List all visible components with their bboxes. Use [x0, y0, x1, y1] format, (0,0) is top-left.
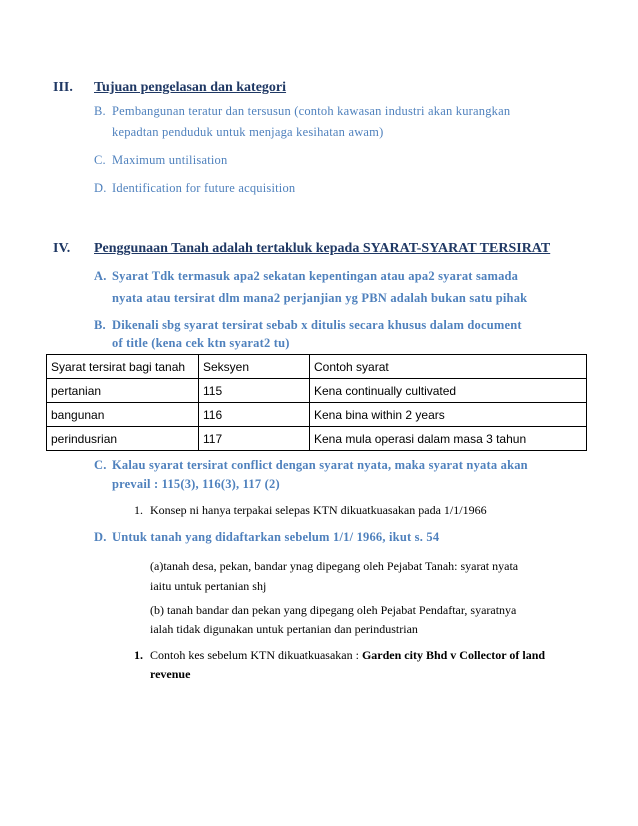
table-cell: Kena continually cultivated [310, 379, 587, 403]
section-numeral-4: IV. [53, 241, 71, 256]
item-d-b-line2: ialah tidak digunakan untuk pertanian dan perindustrian [150, 622, 418, 636]
item-text-b-line1: Pembangunan teratur dan tersusun (contoh kawasan industri akan kurangkan [112, 104, 511, 118]
item-text-d: Identification for future acquisition [112, 181, 296, 195]
item-d-b-line1: (b) tanah bandar dan pekan yang dipegang oleh Pejabat Pendaftar, syaratnya [150, 603, 517, 617]
item-text-c: Maximum untilisation [112, 153, 228, 167]
item-letter-d2: D. [94, 530, 107, 544]
item-letter-a: A. [94, 269, 107, 283]
item-letter-b2: B. [94, 318, 106, 332]
section-title-3: Tujuan pengelasan dan kategori [94, 80, 287, 95]
table-cell: 117 [199, 427, 310, 451]
item-d-case-prefix: Contoh kes sebelum KTN dikuatkuasakan : [150, 648, 362, 662]
item-c-line2: prevail : 115(3), 116(3), 117 (2) [112, 477, 280, 491]
table-cell: 116 [199, 403, 310, 427]
item-a-line2: nyata atau tersirat dlm mana2 perjanjian yg PBN adalah bukan satu pihak [112, 291, 528, 305]
table-cell: pertanian [47, 379, 199, 403]
item-c-sub-text: Konsep ni hanya terpakai selepas KTN dikuatkuasakan pada 1/1/1966 [150, 503, 487, 517]
item-c-sub-num: 1. [134, 503, 143, 517]
item-b-line1: Dikenali sbg syarat tersirat sebab x ditulis secara khusus dalam document [112, 318, 522, 332]
item-d-a-line2: iaitu untuk pertanian shj [150, 579, 267, 593]
table-cell: perindusrian [47, 427, 199, 451]
item-b-line2: of title (kena cek ktn syarat2 tu) [112, 336, 290, 350]
section-numeral-3: III. [53, 80, 73, 95]
table-row [47, 379, 587, 403]
item-d-a-line1: (a)tanah desa, pekan, bandar ynag dipegang oleh Pejabat Tanah: syarat nyata [150, 559, 519, 573]
section-title-4: Penggunaan Tanah adalah tertakluk kepada SYARAT-SYARAT TERSIRAT [94, 241, 551, 256]
item-letter-d: D. [94, 181, 107, 195]
item-d-line1: Untuk tanah yang didaftarkan sebelum 1/1/ 1966, ikut s. 54 [112, 530, 440, 544]
item-letter-b: B. [94, 104, 106, 118]
table-header-cell: Syarat tersirat bagi tanah [47, 355, 199, 379]
item-c-line1: Kalau syarat tersirat conflict dengan syarat nyata, maka syarat nyata akan [112, 458, 528, 472]
item-d-case-name-cont: revenue [150, 667, 191, 681]
table-header-cell: Contoh syarat [310, 355, 587, 379]
item-a-line1: Syarat Tdk termasuk apa2 sekatan kepentingan atau apa2 syarat samada [112, 269, 519, 283]
table-cell: Kena bina within 2 years [310, 403, 587, 427]
item-d-case-line1 [150, 648, 545, 663]
item-letter-c2: C. [94, 458, 107, 472]
item-letter-c: C. [94, 153, 106, 167]
table-cell: 115 [199, 379, 310, 403]
table-cell: bangunan [47, 403, 199, 427]
item-d-case-name: Garden city Bhd v Collector of land [361, 648, 546, 662]
table-row [47, 427, 587, 451]
item-text-b-line2: kepadtan penduduk untuk menjaga kesihatan awam) [112, 125, 384, 139]
table-header-cell: Seksyen [199, 355, 310, 379]
item-d-case-num: 1. [134, 648, 143, 662]
table-header-row [47, 355, 587, 379]
syarat-table [46, 354, 587, 451]
table-cell: Kena mula operasi dalam masa 3 tahun [310, 427, 587, 451]
table-row [47, 403, 587, 427]
